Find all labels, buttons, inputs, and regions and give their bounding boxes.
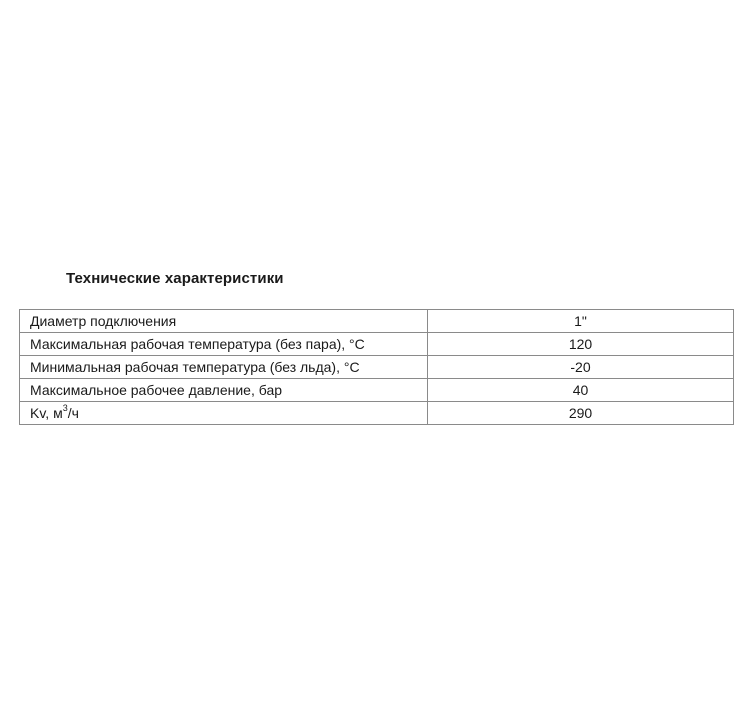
param-label: Минимальная рабочая температура (без льда), °C — [20, 356, 428, 379]
table-row — [20, 402, 734, 425]
param-value: -20 — [428, 356, 734, 379]
table-row — [20, 333, 734, 356]
table-row — [20, 379, 734, 402]
param-value: 290 — [428, 402, 734, 425]
table-row — [20, 356, 734, 379]
kv-label-superscript: 3 — [62, 403, 68, 414]
param-label: Максимальная рабочая температура (без пара), °C — [20, 333, 428, 356]
param-label: Диаметр подключения — [20, 310, 428, 333]
spec-title: Технические характеристики — [66, 270, 284, 287]
param-label-kv — [20, 402, 428, 425]
param-value: 40 — [428, 379, 734, 402]
param-label: Максимальное рабочее давление, бар — [20, 379, 428, 402]
param-value: 1" — [428, 310, 734, 333]
kv-label-prefix: Kv, м — [30, 405, 63, 421]
table-row — [20, 310, 734, 333]
spec-table — [19, 309, 734, 425]
kv-label-suffix: /ч — [67, 405, 79, 421]
param-value: 120 — [428, 333, 734, 356]
